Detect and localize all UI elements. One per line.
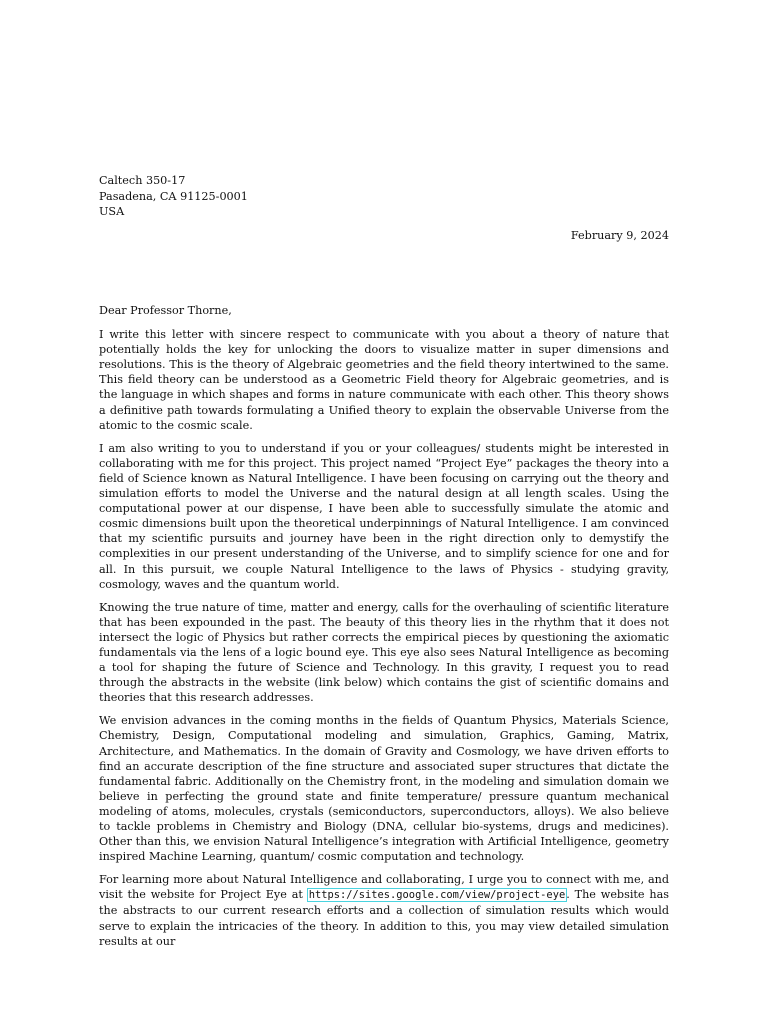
letter-date: February 9, 2024 — [570, 229, 669, 242]
address-line-3: USA — [99, 205, 125, 219]
letter-body — [99, 303, 669, 957]
paragraph-3: Knowing the true nature of time, matter and energy, calls for the overhauling of scientific literature that has been expounded in the past. The beauty of this theory lies in the rhythm that it does not intersect the logic of Physics but rather corrects the empirical pieces by questioning the axiomatic fundamentals via the lens of a logic bound eye. This eye also sees Natural Intelligence as becoming a tool for shaping the future of Science and Technology. In this gravity, I request you to read through the abstracts in the website (link below) which contains the gist of scientific domains and theories that this research addresses. — [99, 600, 669, 705]
paragraph-1: I write this letter with sincere respect to communicate with you about a theory of nature that potentially holds the key for unlocking the doors to visualize matter in super dimensions and resolutions. This is the theory of Algebraic geometries and the field theory intertwined to the same. This field theory can be understood as a Geometric Field theory for Algebraic geometries, and is the language in which shapes and forms in nature communicate with each other. This theory shows a definitive path towards formulating a Unified theory to explain the observable Universe from the atomic to the cosmic scale. — [99, 328, 669, 432]
paragraph-2: I am also writing to you to understand if you or your colleagues/ students might be interested in collaborating with me for this project. This project named “Project Eye” packages the theory into a field of Science known as Natural Intelligence. I have been focusing on carrying out the theory and simulation efforts to model the Universe and the natural design at all length scales. Using the computational power at our dispense, I have been able to successfully simulate the atomic and cosmic dimensions built upon the theoretical underpinnings of Natural Intelligence. I am convinced that my scientific pursuits and journey have been in the right direction only to demystify the complexities in our present understanding of the Universe, and to simplify science for one and for all. In this pursuit, we couple Natural Intelligence to the laws of Physics - studying gravity, cosmology, waves and the quantum world. — [99, 441, 669, 591]
address-line-2: Pasadena, CA 91125-0001 — [99, 189, 248, 203]
paragraph-5 — [99, 872, 669, 948]
paragraph-5-text-end: . The website has the abstracts to our current research efforts and a collection of simulation results which would serve to explain the intricacies of the theory. In addition to this, you may view detailed simulation results at our — [99, 888, 669, 948]
sender-address — [99, 173, 248, 220]
project-eye-link[interactable]: https://sites.google.com/view/project-eye — [308, 889, 566, 902]
paragraph-4: We envision advances in the coming months in the fields of Quantum Physics, Materials Science, Chemistry, Design, Computational modeling and simulation, Graphics, Gaming, Matrix, Architecture, and Mathematics. In the domain of Gravity and Cosmology, we have driven efforts to find an accurate description of the fine structure and associated super structures that dictate the fundamental fabric. Additionally on the Chemistry front, in the modeling and simulation domain we believe in perfecting the ground state and finite temperature/ pressure quantum mechanical modeling of atoms, molecules, crystals (semiconductors, superconductors, alloys). We also believe to tackle problems in Chemistry and Biology (DNA, cellular bio-systems, drugs and medicines). Other than this, we envision Natural Intelligence’s integration with Artificial Intelligence, geometry inspired Machine Learning, quantum/ cosmic computation and technology. — [99, 714, 669, 864]
paragraph-5-text-start: For learning more about Natural Intelligence and collaborating, I urge you to connect with me, and visit the website for Project Eye at — [99, 873, 669, 902]
address-line-1: Caltech 350-17 — [99, 174, 186, 187]
salutation: Dear Professor Thorne, — [99, 304, 232, 317]
